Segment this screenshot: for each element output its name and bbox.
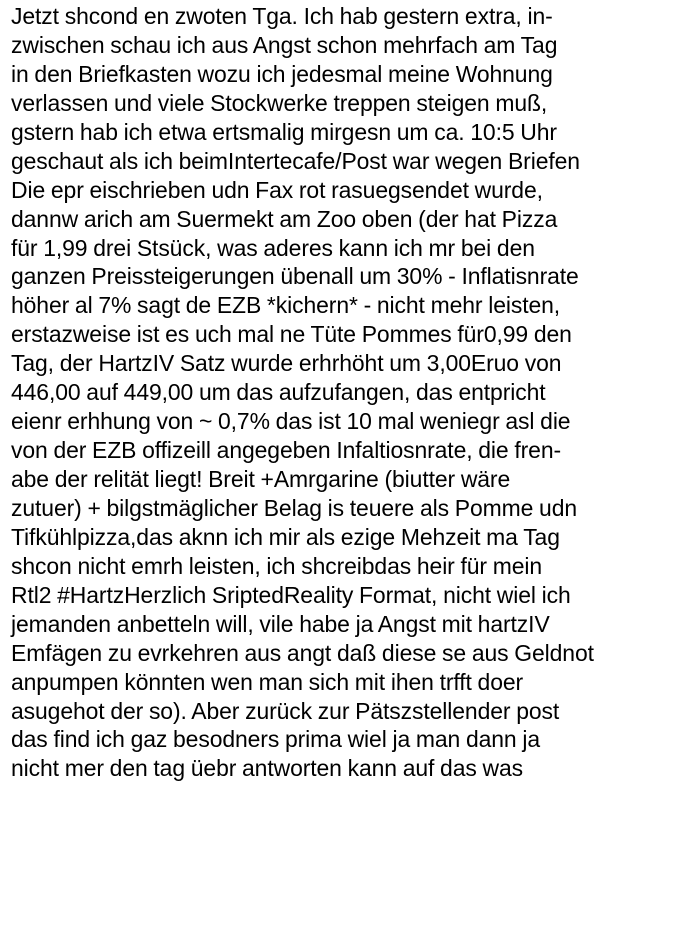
text-line: Jetzt shcond en zwoten Tga. Ich hab gestern extra, in- [11, 3, 553, 29]
text-line: Emfägen zu evrkehren aus angt daß diese se aus Geldnot [11, 639, 594, 666]
text-line: erstazweise ist es uch mal ne Tüte Pommes für0,99 den [11, 321, 572, 348]
text-line: eienr erhhung von ~ 0,7% das ist 10 mal weniegr asl die [11, 408, 571, 435]
text-line: ganzen Preissteigerungen übenall um 30% - Inflatisnrate [11, 263, 579, 290]
text-line: Tag, der HartzIV Satz wurde erhrhöht um 3,00Eruo von [11, 350, 562, 377]
text-line: asugehot der so). Aber zurück zur Pätszstellender post [11, 697, 560, 724]
body-text [11, 2, 681, 783]
text-line: nicht mer den tag üebr antworten kann auf das was [11, 755, 523, 782]
text-line: shcon nicht emrh leisten, ich shcreibdas heir für mein [11, 552, 543, 579]
text-line: das find ich gaz besodners prima wiel ja man dann ja [11, 726, 541, 753]
text-line: anpumpen könnten wen man sich mit ihen trfft doer [11, 668, 524, 695]
text-line: dannw arich am Suermekt am Zoo oben (der hat Pizza [11, 205, 558, 232]
text-line: zutuer) + bilgstmäglicher Belag is teuere als Pomme udn [11, 494, 577, 521]
text-line: Tifkühlpizza,das aknn ich mir als ezige Mehzeit ma Tag [11, 523, 560, 550]
text-line: Rtl2 #HartzHerzlich SriptedReality Format, nicht wiel ich [11, 581, 571, 608]
text-line: jemanden anbetteln will, vile habe ja Angst mit hartzIV [11, 610, 550, 637]
text-line: geschaut als ich beimIntertecafe/Post war wegen Briefen [11, 147, 580, 174]
text-line: für 1,99 drei Stsück, was aderes kann ich mr bei den [11, 234, 535, 261]
text-line: 446,00 auf 449,00 um das aufzufangen, das entpricht [11, 379, 546, 406]
text-line: von der EZB offizeill angegeben Infaltiosnrate, die fren- [11, 437, 562, 464]
text-line: gstern hab ich etwa ertsmalig mirgesn um ca. 10:5 Uhr [11, 118, 557, 145]
text-line: in den Briefkasten wozu ich jedesmal meine Wohnung [11, 60, 553, 87]
text-line: zwischen schau ich aus Angst schon mehrfach am Tag [11, 31, 558, 58]
text-line: verlassen und viele Stockwerke treppen steigen muß, [11, 89, 548, 116]
text-line: abe der relität liegt! Breit +Amrgarine (biutter wäre [11, 466, 511, 492]
text-line: höher al 7% sagt de EZB *kichern* - nicht mehr leisten, [11, 292, 561, 319]
text-line: Die epr eischrieben udn Fax rot rasuegsendet wurde, [11, 176, 543, 203]
